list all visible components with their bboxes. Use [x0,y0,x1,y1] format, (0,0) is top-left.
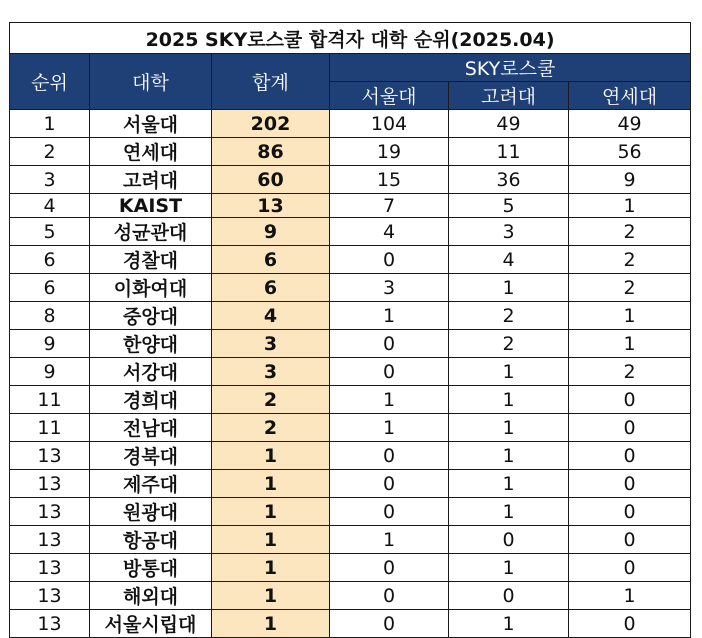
table-row [10,554,691,582]
table-row [10,386,691,414]
cell-total: 3 [212,358,330,386]
cell-korea: 1 [449,358,569,386]
cell-snu: 104 [330,110,449,138]
cell-university: 항공대 [90,526,212,554]
cell-snu: 1 [330,386,449,414]
cell-university: 중앙대 [90,302,212,330]
table-row [10,414,691,442]
table-row [10,358,691,386]
cell-rank: 6 [10,274,90,302]
ranking-table [9,22,691,638]
cell-yonsei: 56 [569,138,691,166]
cell-rank: 13 [10,442,90,470]
cell-total: 9 [212,218,330,246]
cell-korea: 1 [449,610,569,638]
cell-yonsei: 2 [569,358,691,386]
cell-university: 원광대 [90,498,212,526]
cell-yonsei: 1 [569,302,691,330]
table-row [10,526,691,554]
cell-university: 경북대 [90,442,212,470]
cell-rank: 11 [10,414,90,442]
cell-total: 202 [212,110,330,138]
cell-rank: 13 [10,610,90,638]
cell-snu: 15 [330,166,449,194]
table-row [10,218,691,246]
cell-korea: 1 [449,386,569,414]
cell-korea: 1 [449,414,569,442]
cell-university: 성균관대 [90,218,212,246]
ranking-table-container [9,22,691,638]
cell-korea: 1 [449,498,569,526]
table-row [10,274,691,302]
cell-korea: 36 [449,166,569,194]
cell-yonsei: 0 [569,554,691,582]
cell-snu: 0 [330,246,449,274]
cell-yonsei: 0 [569,610,691,638]
cell-total: 1 [212,470,330,498]
cell-total: 4 [212,302,330,330]
cell-snu: 0 [330,330,449,358]
cell-yonsei: 0 [569,414,691,442]
header-snu: 서울대 [330,82,449,110]
cell-snu: 0 [330,470,449,498]
table-row [10,330,691,358]
cell-total: 1 [212,498,330,526]
cell-rank: 11 [10,386,90,414]
cell-yonsei: 0 [569,386,691,414]
cell-rank: 2 [10,138,90,166]
cell-university: 이화여대 [90,274,212,302]
table-row [10,194,691,218]
header-total: 합계 [212,54,330,110]
cell-rank: 13 [10,526,90,554]
cell-rank: 13 [10,470,90,498]
cell-yonsei: 0 [569,526,691,554]
cell-yonsei: 0 [569,442,691,470]
table-row [10,302,691,330]
cell-korea: 0 [449,526,569,554]
table-row [10,582,691,610]
cell-snu: 3 [330,274,449,302]
cell-university: 연세대 [90,138,212,166]
cell-korea: 4 [449,246,569,274]
cell-rank: 5 [10,218,90,246]
cell-snu: 7 [330,194,449,218]
cell-yonsei: 49 [569,110,691,138]
cell-rank: 13 [10,498,90,526]
cell-yonsei: 9 [569,166,691,194]
cell-total: 6 [212,246,330,274]
table-row [10,442,691,470]
cell-total: 1 [212,554,330,582]
cell-korea: 5 [449,194,569,218]
cell-snu: 0 [330,442,449,470]
cell-university: 경희대 [90,386,212,414]
cell-korea: 0 [449,582,569,610]
table-row [10,138,691,166]
cell-yonsei: 2 [569,274,691,302]
cell-total: 60 [212,166,330,194]
cell-rank: 3 [10,166,90,194]
cell-university: 방통대 [90,554,212,582]
cell-rank: 13 [10,554,90,582]
cell-snu: 19 [330,138,449,166]
cell-university: KAIST [90,194,212,218]
table-row [10,470,691,498]
cell-snu: 0 [330,358,449,386]
cell-university: 해외대 [90,582,212,610]
cell-yonsei: 1 [569,194,691,218]
cell-yonsei: 0 [569,470,691,498]
cell-university: 전남대 [90,414,212,442]
header-korea: 고려대 [449,82,569,110]
cell-snu: 4 [330,218,449,246]
cell-snu: 0 [330,498,449,526]
cell-yonsei: 1 [569,582,691,610]
cell-total: 86 [212,138,330,166]
cell-rank: 9 [10,358,90,386]
table-row [10,610,691,638]
cell-rank: 4 [10,194,90,218]
cell-university: 서울대 [90,110,212,138]
table-row [10,110,691,138]
cell-snu: 0 [330,582,449,610]
cell-korea: 11 [449,138,569,166]
cell-total: 3 [212,330,330,358]
table-title: 2025 SKY로스쿨 합격자 대학 순위(2025.04) [10,23,691,54]
header-university: 대학 [90,54,212,110]
cell-korea: 1 [449,470,569,498]
table-row [10,246,691,274]
cell-korea: 2 [449,330,569,358]
cell-total: 13 [212,194,330,218]
cell-yonsei: 1 [569,330,691,358]
cell-total: 1 [212,526,330,554]
cell-university: 서강대 [90,358,212,386]
table-row [10,166,691,194]
cell-yonsei: 2 [569,218,691,246]
cell-total: 1 [212,610,330,638]
cell-university: 경찰대 [90,246,212,274]
cell-total: 2 [212,386,330,414]
cell-snu: 0 [330,554,449,582]
header-rank: 순위 [10,54,90,110]
cell-snu: 1 [330,414,449,442]
cell-yonsei: 2 [569,246,691,274]
cell-university: 서울시립대 [90,610,212,638]
cell-rank: 1 [10,110,90,138]
cell-korea: 1 [449,554,569,582]
header-sky-group: SKY로스쿨 [330,54,691,82]
cell-total: 6 [212,274,330,302]
table-body [10,110,691,638]
table-row [10,498,691,526]
cell-korea: 2 [449,302,569,330]
header-yonsei: 연세대 [569,82,691,110]
cell-korea: 1 [449,274,569,302]
cell-korea: 1 [449,442,569,470]
cell-korea: 3 [449,218,569,246]
cell-total: 1 [212,582,330,610]
cell-snu: 1 [330,302,449,330]
cell-snu: 0 [330,610,449,638]
cell-total: 1 [212,442,330,470]
cell-university: 한양대 [90,330,212,358]
cell-yonsei: 0 [569,498,691,526]
cell-snu: 1 [330,526,449,554]
cell-rank: 8 [10,302,90,330]
cell-rank: 13 [10,582,90,610]
cell-rank: 9 [10,330,90,358]
cell-rank: 6 [10,246,90,274]
cell-university: 제주대 [90,470,212,498]
cell-total: 2 [212,414,330,442]
cell-university: 고려대 [90,166,212,194]
cell-korea: 49 [449,110,569,138]
